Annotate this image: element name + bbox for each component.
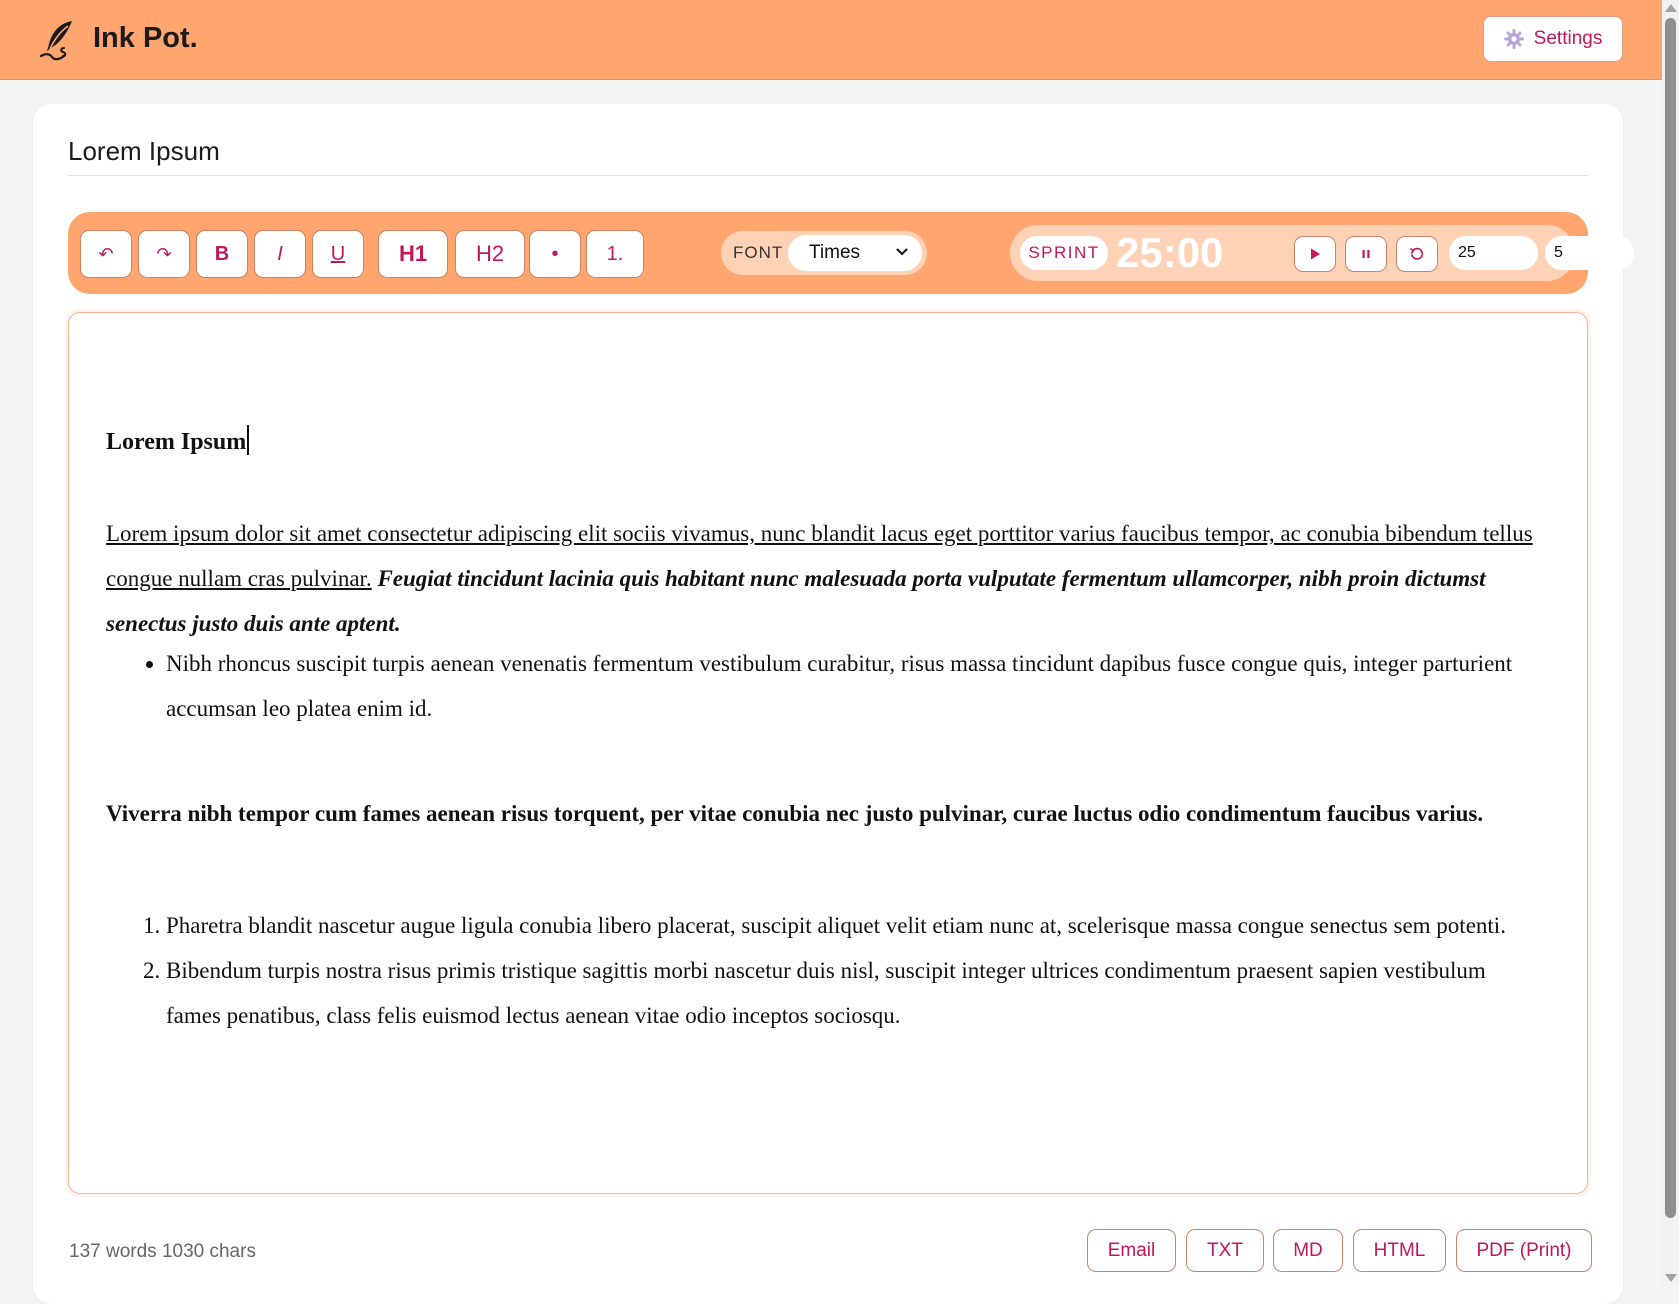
heading2-button[interactable] <box>455 230 525 278</box>
export-txt-button[interactable]: TXT <box>1186 1229 1264 1272</box>
italic-button[interactable] <box>254 230 306 278</box>
numbered-list-button[interactable] <box>586 230 644 278</box>
h2-label: H2 <box>475 241 505 266</box>
reset-icon <box>1409 246 1425 262</box>
start-sprint-button[interactable] <box>1294 236 1336 272</box>
export-pdf-button[interactable]: PDF (Print) <box>1456 1229 1592 1272</box>
word-count: 137 words 1030 chars <box>69 1241 256 1262</box>
redo-icon: ↷ <box>156 243 172 264</box>
pause-icon <box>1360 248 1372 260</box>
redo-button[interactable] <box>138 230 190 278</box>
editor-heading: Lorem Ipsum <box>106 425 249 456</box>
paragraph-1 <box>106 511 1536 646</box>
bullet-list-button[interactable] <box>529 230 581 278</box>
numbered-list-icon: 1. <box>606 242 624 265</box>
italic-label: I <box>277 242 283 265</box>
sprint-badge: SPRINT <box>1020 236 1108 270</box>
settings-button[interactable] <box>1483 16 1623 62</box>
bold-paragraph: Viverra nibh tempor cum fames aenean risus torquent, per vitae conubia nec justo pulvinar, curae luctus odio condimentum faucibus varius. <box>106 801 1484 826</box>
bold-italic-text: Feugiat tincidunt lacinia quis habitant nunc malesuada porta vulputate fermentum ullamcorper, nibh proin dictumst senectus justo duis ante aptent. <box>106 566 1486 636</box>
scroll-thumb[interactable] <box>1665 18 1676 1218</box>
bullet-list <box>106 641 1536 731</box>
undo-icon: ↶ <box>98 243 114 264</box>
list-item: • Nibh rhoncus suscipit turpis aenean venenatis fermentum vestibulum curabitur, risus massa tincidunt dapibus fusce congue quis, integer parturient accumsan leo platea enim id. <box>166 641 1536 731</box>
bold-label: B <box>214 242 230 265</box>
export-html-button[interactable]: HTML <box>1353 1229 1446 1272</box>
scroll-down-arrow-icon[interactable] <box>1665 1274 1677 1282</box>
font-select-value: Times <box>809 242 861 263</box>
reset-sprint-button[interactable] <box>1396 236 1438 272</box>
app-header <box>0 0 1662 80</box>
numbered-list <box>106 903 1536 1038</box>
quill-logo-icon <box>38 18 78 62</box>
list-item: 2. Bibendum turpis nostra risus primis tristique sagittis morbi nascetur duis nisl, suscipit integer ultrices condimentum praesent sapien vestibulum fames penatibus, class felis euismod lectus aenean vitae odio inceptos sociosqu. <box>166 948 1536 1038</box>
play-icon <box>1308 247 1322 261</box>
bold-button[interactable] <box>196 230 248 278</box>
break-minutes-input[interactable]: 5 <box>1545 236 1634 270</box>
heading1-button[interactable] <box>378 230 448 278</box>
rich-text-editor[interactable] <box>68 312 1588 1194</box>
list-item: 1. Pharetra blandit nascetur augue ligula conubia libero placerat, suscipit aliquet velit etiam nunc at, scelerisque massa congue senectus sem potenti. <box>166 903 1536 948</box>
underline-button[interactable] <box>312 230 364 278</box>
h1-label: H1 <box>398 241 428 266</box>
undo-button[interactable] <box>80 230 132 278</box>
font-label: FONT <box>733 243 784 262</box>
underline-label: U <box>330 242 346 265</box>
sprint-minutes-input[interactable]: 25 <box>1449 236 1538 270</box>
document-title-input[interactable]: Lorem Ipsum <box>68 136 1588 176</box>
chevron-down-icon <box>896 246 908 258</box>
scroll-up-arrow-icon[interactable] <box>1665 4 1677 12</box>
text-caret <box>247 425 249 455</box>
underlined-text: Lorem ipsum dolor sit amet consectetur adipiscing elit sociis vivamus, nunc blandit lacus eget porttitor varius faucibus tempor, ac conubia bibendum tellus congue nullam cras pulvinar. <box>106 521 1533 591</box>
export-md-button[interactable]: MD <box>1273 1229 1343 1272</box>
page-scrollbar[interactable] <box>1662 0 1679 1287</box>
export-email-button[interactable]: Email <box>1087 1229 1176 1272</box>
sprint-timer-display: 25:00 <box>1116 229 1224 276</box>
font-picker <box>721 231 927 275</box>
settings-label: Settings <box>1533 28 1603 49</box>
sprint-timer-panel <box>1010 225 1575 281</box>
pause-sprint-button[interactable] <box>1345 236 1387 272</box>
app-title: Ink Pot. <box>93 22 198 54</box>
formatting-toolbar <box>68 212 1588 294</box>
font-select[interactable] <box>788 235 922 271</box>
bullet-list-icon: • <box>551 242 559 265</box>
gear-icon <box>1504 29 1524 49</box>
